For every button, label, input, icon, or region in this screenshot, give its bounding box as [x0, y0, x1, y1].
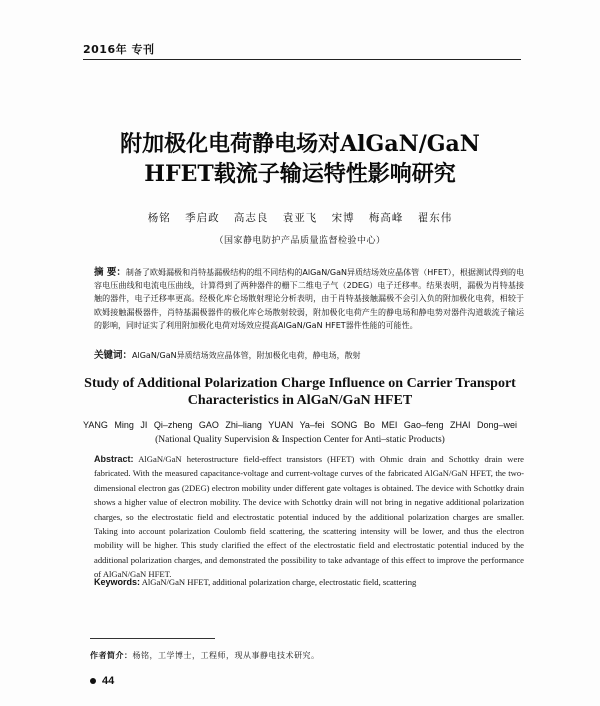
- english-affiliation: (National Quality Supervision & Inspection Center for Anti–static Products): [155, 435, 445, 445]
- footnote-rule: [90, 638, 215, 639]
- english-title-line-2: Characteristics in AlGaN/GaN HFET: [187, 393, 413, 408]
- chinese-abstract-text: 制备了欧姆漏极和肖特基漏极结构的组不同结构的AlGaN/GaN异质结场效应晶体管（HFET），根据测试得到的电容电压曲线和电流电压曲线，计算得到了两种器件的栅下二维电子气（2DEG）电子迁移率。结果表明，漏极为肖特基接触的器件，电子迁移率更高。经极化库仑场散射理论分析表明，由于肖特基接触漏极不会引入负的附加极化电荷，相较于欧姆接触漏极器件，肖特基漏极器件的极化库仑场散射较弱，附加极化电荷产生的静电场和静电势对器件沟道载流子输运的影响，同时证实了利用附加极化电荷对场效应提高AlGaN/GaN HFET器件性能的可能性。: [94, 268, 524, 330]
- english-keywords-label: Keywords:: [94, 577, 141, 587]
- english-abstract-label: Abstract:: [94, 454, 134, 464]
- english-keywords: [94, 576, 524, 589]
- footnote-label: 作者简介：: [90, 651, 133, 660]
- chinese-affiliation: （国家静电防护产品质量监督检验中心）: [214, 236, 386, 246]
- footnote-text: 杨铭，工学博士，工程师，现从事静电技术研究。: [132, 651, 320, 660]
- page-number-value: 44: [102, 675, 115, 687]
- english-keywords-text: AlGaN/GaN HFET, additional polarization charge, electrostatic field, scattering: [141, 577, 417, 587]
- author-footnote: [90, 650, 320, 661]
- chinese-keywords-label: 关键词：: [94, 350, 133, 361]
- page-number: [90, 675, 114, 687]
- chinese-title-line-1: 附加极化电荷静电场对AlGaN/GaN: [120, 131, 480, 157]
- chinese-abstract: [94, 266, 524, 332]
- english-abstract: [94, 452, 524, 582]
- bullet-icon: [90, 678, 96, 684]
- chinese-keywords: [94, 349, 524, 362]
- chinese-authors: 杨铭 季启政 高志良 袁亚飞 宋博 梅高峰 翟东伟: [147, 212, 453, 224]
- chinese-title-line-2: HFET载流子输运特性影响研究: [144, 161, 456, 187]
- english-title-line-1: Study of Additional Polarization Charge Influence on Carrier Transport: [84, 376, 516, 391]
- english-abstract-text: AlGaN/GaN heterostructure field-effect transistors (HFET) with Ohmic drain and Schottky drain were fabricated. With the measured capacitance-voltage and current-voltage curves of the fabricated AlGaN/GaN HFET, the two-dimensional electron gas (2DEG) electron mobility under different gate voltages is obtained. The device with Schottky drain shows a higher value of electron mobility. The device with Schottky drain will not bring in negative additional polarization charges, so the electrostatic field and electrostatic potential induced by the additional polarization charges are smaller. Taking into account polarization Coulomb field scattering, the scattering intensity will be lower, and thus the electron mobility will be higher. This study clarified the effect of the electrostatic field and electrostatic potential induced by the additional polarization charges, and demonstrated the possibility to take advantage of this effect to improve the performance of AlGaN/GaN HFET.: [94, 454, 524, 580]
- chinese-abstract-label: 摘 要：: [94, 267, 126, 278]
- journal-issue-header: 2016年 专刊: [83, 43, 155, 56]
- header-rule: [83, 59, 521, 60]
- english-authors: YANG Ming JI Qi–zheng GAO Zhi–liang YUAN Ya–fei SONG Bo MEI Gao–feng ZHAI Dong–wei: [82, 420, 517, 430]
- chinese-keywords-text: AlGaN/GaN异质结场效应晶体管，附加极化电荷，静电场，散射: [132, 351, 361, 360]
